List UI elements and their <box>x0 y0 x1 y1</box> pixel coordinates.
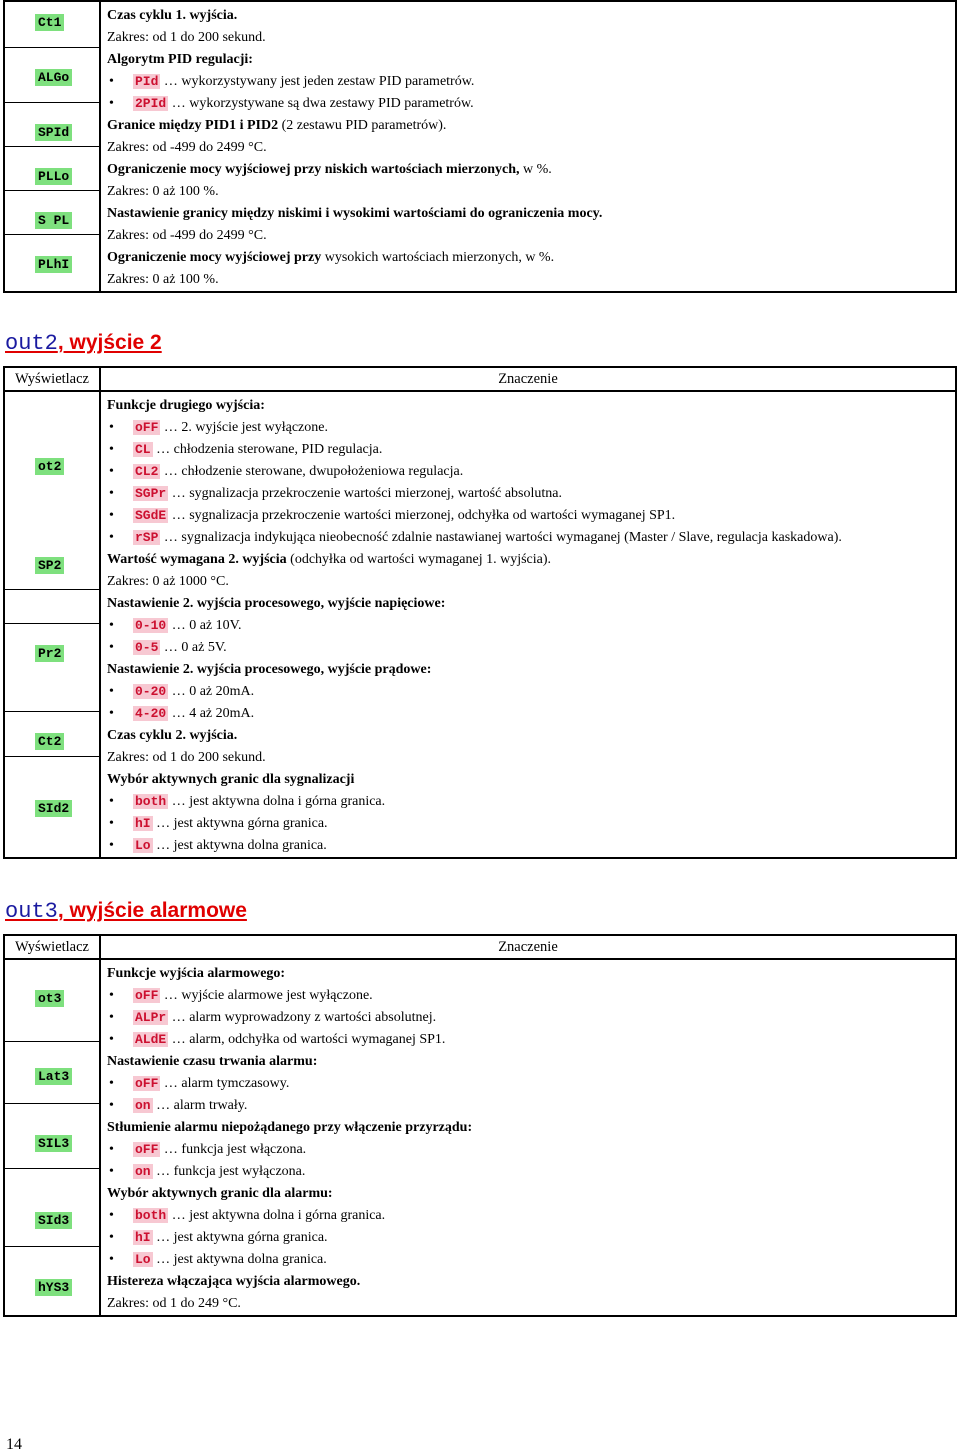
option-code: hI <box>135 816 151 831</box>
option-text: … wykorzystywany jest jeden zestaw PID parametrów. <box>160 74 475 89</box>
parameter-detail: (2 zestawu PID parametrów). <box>278 118 447 133</box>
row-divider <box>5 146 101 147</box>
display-code: Lat3 <box>35 1068 72 1085</box>
description-line <box>107 225 955 247</box>
option-text: … 2. wyjście jest wyłączone. <box>160 420 328 435</box>
section-title-out3: out3, wyjście alarmowe <box>5 899 247 924</box>
option-item <box>107 71 955 93</box>
row-divider <box>5 47 101 48</box>
meaning-column <box>100 959 956 1316</box>
row-divider <box>5 1103 101 1104</box>
parameter-title: Funkcje drugiego wyjścia: <box>107 398 265 413</box>
option-text: … sygnalizacja przekroczenie wartości mierzonej, wartość absolutna. <box>168 486 562 501</box>
bullet-icon: • <box>109 618 114 633</box>
option-text: … 0 aż 5V. <box>160 640 227 655</box>
bullet-icon: • <box>109 1098 114 1113</box>
option-text: … 0 aż 10V. <box>168 618 242 633</box>
description-line <box>107 571 955 593</box>
bullet-icon: • <box>109 74 114 89</box>
display-code: PLLo <box>35 168 72 185</box>
parameter-detail: Zakres: od -499 do 2499 °C. <box>107 140 267 155</box>
parameter-title: Nastawienie czasu trwania alarmu: <box>107 1054 318 1069</box>
display-code: SPId <box>35 124 72 141</box>
description-line <box>107 5 955 27</box>
bullet-icon: • <box>109 420 114 435</box>
option-item <box>107 791 955 813</box>
option-code: hI <box>135 1230 151 1245</box>
row-divider <box>5 589 101 590</box>
option-code: Lo <box>135 1252 151 1267</box>
option-item <box>107 483 955 505</box>
parameter-detail: Zakres: od 1 do 200 sekund. <box>107 750 266 765</box>
option-item <box>107 439 955 461</box>
option-code: Lo <box>135 838 151 853</box>
option-item <box>107 1029 955 1051</box>
option-code: rSP <box>135 530 159 545</box>
description-line <box>107 159 955 181</box>
parameter-title: Funkcje wyjścia alarmowego: <box>107 966 286 981</box>
option-item <box>107 1073 955 1095</box>
option-text: … jest aktywna górna granica. <box>152 816 328 831</box>
parameter-title: Ograniczenie mocy wyjściowej przy niskich wartościach mierzonych, <box>107 162 520 177</box>
option-text: … funkcja jest włączona. <box>160 1142 307 1157</box>
option-text: … jest aktywna dolna granica. <box>152 1252 327 1267</box>
option-text: … jest aktywna dolna i górna granica. <box>168 794 386 809</box>
bullet-icon: • <box>109 442 114 457</box>
option-code: both <box>135 1208 167 1223</box>
option-item <box>107 461 955 483</box>
option-code: ALPr <box>135 1010 167 1025</box>
parameter-title: Histereza włączająca wyjścia alarmowego. <box>107 1274 361 1289</box>
option-item <box>107 813 955 835</box>
parameter-detail: (odchyłka od wartości wymaganej 1. wyjścia). <box>286 552 552 567</box>
table-out3 <box>3 934 957 1317</box>
parameter-title: Wartość wymagana 2. wyjścia <box>107 552 287 567</box>
option-item <box>107 505 955 527</box>
option-item <box>107 1205 955 1227</box>
option-text: … wykorzystywane są dwa zestawy PID parametrów. <box>168 96 474 111</box>
bullet-icon: • <box>109 838 114 853</box>
bullet-icon: • <box>109 988 114 1003</box>
description-line <box>107 27 955 49</box>
bullet-icon: • <box>109 508 114 523</box>
option-text: … alarm tymczasowy. <box>160 1076 290 1091</box>
parameter-detail: wysokich wartościach mierzonych, w %. <box>324 250 555 265</box>
display-codes-column <box>4 959 100 1316</box>
section-title-out2: out2, wyjście 2 <box>5 331 162 356</box>
row-divider <box>5 711 101 712</box>
description-line <box>107 963 955 985</box>
description-line <box>107 203 955 225</box>
parameter-title: Nastawienie 2. wyjścia procesowego, wyjście prądowe: <box>107 662 432 677</box>
bullet-icon: • <box>109 464 114 479</box>
parameter-title: Nastawienie 2. wyjścia procesowego, wyjście napięciowe: <box>107 596 446 611</box>
description-line <box>107 137 955 159</box>
page-number: 14 <box>6 1436 22 1453</box>
option-text: … sygnalizacja indykująca nieobecność zdalnie nastawianej wartości wymaganej (Master / Slave, regulacja kaskadowa). <box>160 530 842 545</box>
bullet-icon: • <box>109 1252 114 1267</box>
bullet-icon: • <box>109 1142 114 1157</box>
option-code: SGPr <box>135 486 167 501</box>
parameter-detail: Zakres: od 1 do 200 sekund. <box>107 30 266 45</box>
bullet-icon: • <box>109 1230 114 1245</box>
bullet-icon: • <box>109 1164 114 1179</box>
display-code: Pr2 <box>35 645 64 662</box>
option-code: on <box>135 1098 151 1113</box>
description-line <box>107 49 955 71</box>
parameter-title: Czas cyklu 2. wyjścia. <box>107 728 238 743</box>
meaning-column <box>100 391 956 858</box>
option-item <box>107 637 955 659</box>
bullet-icon: • <box>109 684 114 699</box>
option-code: 0-5 <box>135 640 159 655</box>
row-divider <box>5 756 101 757</box>
table-out1-continued <box>3 0 957 293</box>
option-text: … jest aktywna dolna granica. <box>152 838 327 853</box>
option-item <box>107 835 955 857</box>
option-item <box>107 1095 955 1117</box>
option-code: ALdE <box>135 1032 167 1047</box>
row-divider <box>5 1168 101 1169</box>
option-item <box>107 681 955 703</box>
option-text: … alarm, odchyłka od wartości wymaganej SP1. <box>168 1032 446 1047</box>
option-text: … 0 aż 20mA. <box>168 684 255 699</box>
parameter-title: Nastawienie granicy między niskimi i wysokimi wartościami do ograniczenia mocy. <box>107 206 603 221</box>
option-item <box>107 1227 955 1249</box>
display-code: Ct1 <box>35 14 64 31</box>
description-line <box>107 1183 955 1205</box>
meaning-column <box>100 1 956 292</box>
option-code: both <box>135 794 167 809</box>
header-display: Wyświetlacz <box>4 935 100 959</box>
description-line <box>107 1293 955 1315</box>
parameter-detail: Zakres: 0 aż 100 %. <box>107 184 219 199</box>
option-item <box>107 417 955 439</box>
row-divider <box>5 102 101 103</box>
display-codes-column <box>4 391 100 858</box>
display-code: ot3 <box>35 990 64 1007</box>
option-item <box>107 1139 955 1161</box>
parameter-title: Granice między PID1 i PID2 <box>107 118 279 133</box>
option-item <box>107 1007 955 1029</box>
option-code: 4-20 <box>135 706 167 721</box>
parameter-detail: w %. <box>519 162 552 177</box>
parameter-title: Stłumienie alarmu niepożądanego przy włączenie przyrządu: <box>107 1120 473 1135</box>
bullet-icon: • <box>109 530 114 545</box>
option-code: oFF <box>135 420 159 435</box>
display-code: S PL <box>35 212 72 229</box>
parameter-detail: Zakres: od 1 do 249 °C. <box>107 1296 241 1311</box>
description-line <box>107 395 955 417</box>
row-divider <box>5 1041 101 1042</box>
description-line <box>107 115 955 137</box>
option-code: 2PId <box>135 96 167 111</box>
option-code: 0-20 <box>135 684 167 699</box>
parameter-title: Algorytm PID regulacji: <box>107 52 253 67</box>
display-codes-column <box>4 1 100 292</box>
option-code: on <box>135 1164 151 1179</box>
option-text: … chłodzenia sterowane, PID regulacja. <box>152 442 383 457</box>
description-line <box>107 1051 955 1073</box>
description-line <box>107 1117 955 1139</box>
description-line <box>107 549 955 571</box>
option-code: SGdE <box>135 508 167 523</box>
row-divider <box>5 234 101 235</box>
option-item <box>107 703 955 725</box>
description-line <box>107 247 955 269</box>
display-code: hYS3 <box>35 1279 72 1296</box>
display-code: ot2 <box>35 458 64 475</box>
description-line <box>107 1271 955 1293</box>
display-code: SP2 <box>35 557 64 574</box>
description-line <box>107 747 955 769</box>
display-code: ALGo <box>35 69 72 86</box>
row-divider <box>5 623 101 624</box>
display-code: SId2 <box>35 800 72 817</box>
table-out2 <box>3 366 957 859</box>
option-code: CL <box>135 442 151 457</box>
description-line <box>107 593 955 615</box>
option-code: oFF <box>135 1076 159 1091</box>
bullet-icon: • <box>109 1208 114 1223</box>
option-code: CL2 <box>135 464 159 479</box>
option-item <box>107 527 955 549</box>
option-text: … sygnalizacja przekroczenie wartości mierzonej, odchyłka od wartości wymaganej SP1. <box>168 508 676 523</box>
option-item <box>107 1249 955 1271</box>
row-divider <box>5 190 101 191</box>
description-line <box>107 659 955 681</box>
option-text: … jest aktywna górna granica. <box>152 1230 328 1245</box>
description-line <box>107 181 955 203</box>
option-item <box>107 93 955 115</box>
parameter-detail: Zakres: 0 aż 100 %. <box>107 272 219 287</box>
description-line <box>107 269 955 291</box>
option-item <box>107 615 955 637</box>
option-code: PId <box>135 74 159 89</box>
option-text: … wyjście alarmowe jest wyłączone. <box>160 988 373 1003</box>
option-code: oFF <box>135 988 159 1003</box>
parameter-title: Ograniczenie mocy wyjściowej przy <box>107 250 325 265</box>
display-code: SId3 <box>35 1212 72 1229</box>
option-text: … 4 aż 20mA. <box>168 706 255 721</box>
bullet-icon: • <box>109 486 114 501</box>
description-line <box>107 769 955 791</box>
bullet-icon: • <box>109 640 114 655</box>
bullet-icon: • <box>109 1032 114 1047</box>
parameter-title: Czas cyklu 1. wyjścia. <box>107 8 238 23</box>
bullet-icon: • <box>109 816 114 831</box>
bullet-icon: • <box>109 794 114 809</box>
option-text: … jest aktywna dolna i górna granica. <box>168 1208 386 1223</box>
display-code: Ct2 <box>35 733 64 750</box>
option-item <box>107 985 955 1007</box>
header-meaning: Znaczenie <box>100 935 956 959</box>
parameter-title: Wybór aktywnych granic dla alarmu: <box>107 1186 333 1201</box>
description-line <box>107 725 955 747</box>
option-text: … alarm wyprowadzony z wartości absolutnej. <box>168 1010 437 1025</box>
bullet-icon: • <box>109 1010 114 1025</box>
bullet-icon: • <box>109 706 114 721</box>
option-text: … funkcja jest wyłączona. <box>152 1164 306 1179</box>
option-code: oFF <box>135 1142 159 1157</box>
display-code: PLhI <box>35 256 72 273</box>
display-code: SIL3 <box>35 1135 72 1152</box>
header-display: Wyświetlacz <box>4 367 100 391</box>
option-text: … chłodzenie sterowane, dwupołożeniowa regulacja. <box>160 464 464 479</box>
parameter-title: Wybór aktywnych granic dla sygnalizacji <box>107 772 355 787</box>
parameter-detail: Zakres: od -499 do 2499 °C. <box>107 228 267 243</box>
option-item <box>107 1161 955 1183</box>
bullet-icon: • <box>109 1076 114 1091</box>
option-code: 0-10 <box>135 618 167 633</box>
bullet-icon: • <box>109 96 114 111</box>
row-divider <box>5 1246 101 1247</box>
option-text: … alarm trwały. <box>152 1098 248 1113</box>
parameter-detail: Zakres: 0 aż 1000 °C. <box>107 574 229 589</box>
header-meaning: Znaczenie <box>100 367 956 391</box>
